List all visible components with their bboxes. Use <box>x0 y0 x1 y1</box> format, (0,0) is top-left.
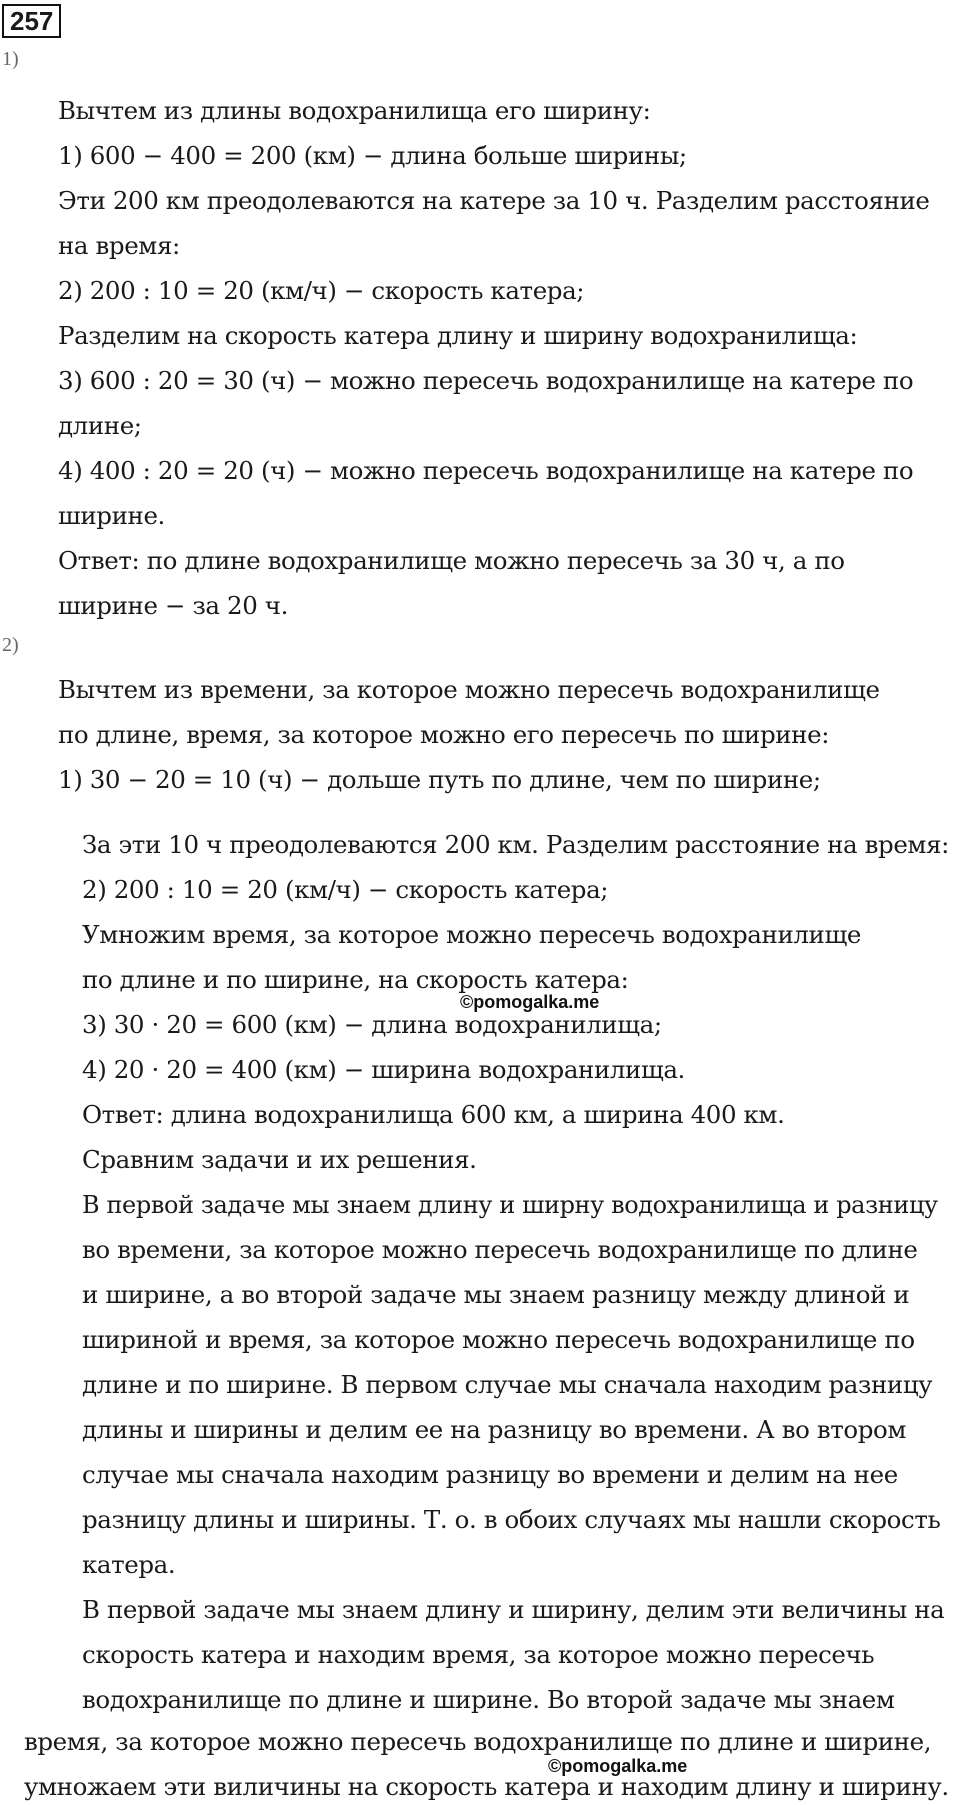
text-line: Вычтем из длины водохранилища его ширину: <box>58 96 651 125</box>
text-line: 3) 30 · 20 = 600 (км) − длина водохранилища; <box>82 1010 662 1039</box>
text-line: по длине и по ширине, на скорость катера: <box>82 965 629 994</box>
text-line: длине и по ширине. В первом случае мы сначала находим разницу <box>82 1370 933 1399</box>
text-line: случае мы сначала находим разницу во времени и делим на нее <box>82 1460 898 1489</box>
text-line: ширине − за 20 ч. <box>58 591 288 620</box>
text-line: по длине, время, за которое можно его пересечь по ширине: <box>58 720 830 749</box>
text-line: В первой задаче мы знаем длину и ширину, делим эти величины на <box>82 1595 945 1624</box>
text-line: и ширине, а во второй задаче мы знаем разницу между длиной и <box>82 1280 910 1309</box>
text-line: скорость катера и находим время, за которое можно пересечь <box>82 1640 875 1669</box>
text-line: водохранилище по длине и ширине. Во второй задаче мы знаем <box>82 1685 895 1714</box>
text-line: 1) 600 − 400 = 200 (км) − длина больше ширины; <box>58 141 687 170</box>
text-line: 4) 20 · 20 = 400 (км) − ширина водохранилища. <box>82 1055 685 1084</box>
text-line: Сравним задачи и их решения. <box>82 1145 477 1174</box>
watermark: ©pomogalka.me <box>548 1756 688 1776</box>
text-line: За эти 10 ч преодолеваются 200 км. Разделим расстояние на время: <box>82 830 949 859</box>
text-line: Разделим на скорость катера длину и ширину водохранилища: <box>58 321 858 350</box>
text-line: умножаем эти виличины на скорость катера и находим длину и ширину. <box>24 1772 949 1801</box>
text-line: во времени, за которое можно пересечь водохранилище по длине <box>82 1235 918 1264</box>
text-line: В первой задаче мы знаем длину и ширну водохранилища и разницу <box>82 1191 938 1219</box>
text-line: 2) 200 : 10 = 20 (км/ч) − скорость катера; <box>58 276 585 305</box>
text-line: длине; <box>58 411 142 440</box>
part-1-label: 1) <box>2 48 19 70</box>
text-line: Ответ: длина водохранилища 600 км, а ширина 400 км. <box>82 1100 785 1129</box>
text-line: длины и ширины и делим ее на разницу во времени. А во втором <box>82 1415 907 1444</box>
text-line: время, за которое можно пересечь водохранилище по длине и ширине, <box>24 1727 932 1756</box>
text-line: на время: <box>58 231 180 260</box>
text-line: разницу длины и ширины. Т. о. в обоих случаях мы нашли скорость <box>82 1505 941 1534</box>
text-line: Эти 200 км преодолеваются на катере за 10 ч. Разделим расстояние <box>58 186 930 215</box>
text-line: Умножим время, за которое можно пересечь водохранилище <box>82 920 861 949</box>
text-line: катера. <box>82 1550 176 1579</box>
text-line: шириной и время, за которое можно пересечь водохранилище по <box>82 1325 915 1354</box>
text-line: 2) 200 : 10 = 20 (км/ч) − скорость катера; <box>82 875 609 904</box>
text-line: 4) 400 : 20 = 20 (ч) − можно пересечь водохранилище на катере по <box>58 456 914 485</box>
watermark: ©pomogalka.me <box>460 992 600 1012</box>
text-line: 3) 600 : 20 = 30 (ч) − можно пересечь водохранилище на катере по <box>58 366 914 395</box>
problem-number: 257 <box>2 4 61 38</box>
text-line: Вычтем из времени, за которое можно пересечь водохранилище <box>58 675 880 704</box>
text-line: 1) 30 − 20 = 10 (ч) − дольше путь по длине, чем по ширине; <box>58 765 821 794</box>
text-line: Ответ: по длине водохранилище можно пересечь за 30 ч, а по <box>58 546 845 575</box>
text-line: ширине. <box>58 501 165 530</box>
part-2-label: 2) <box>2 634 19 656</box>
